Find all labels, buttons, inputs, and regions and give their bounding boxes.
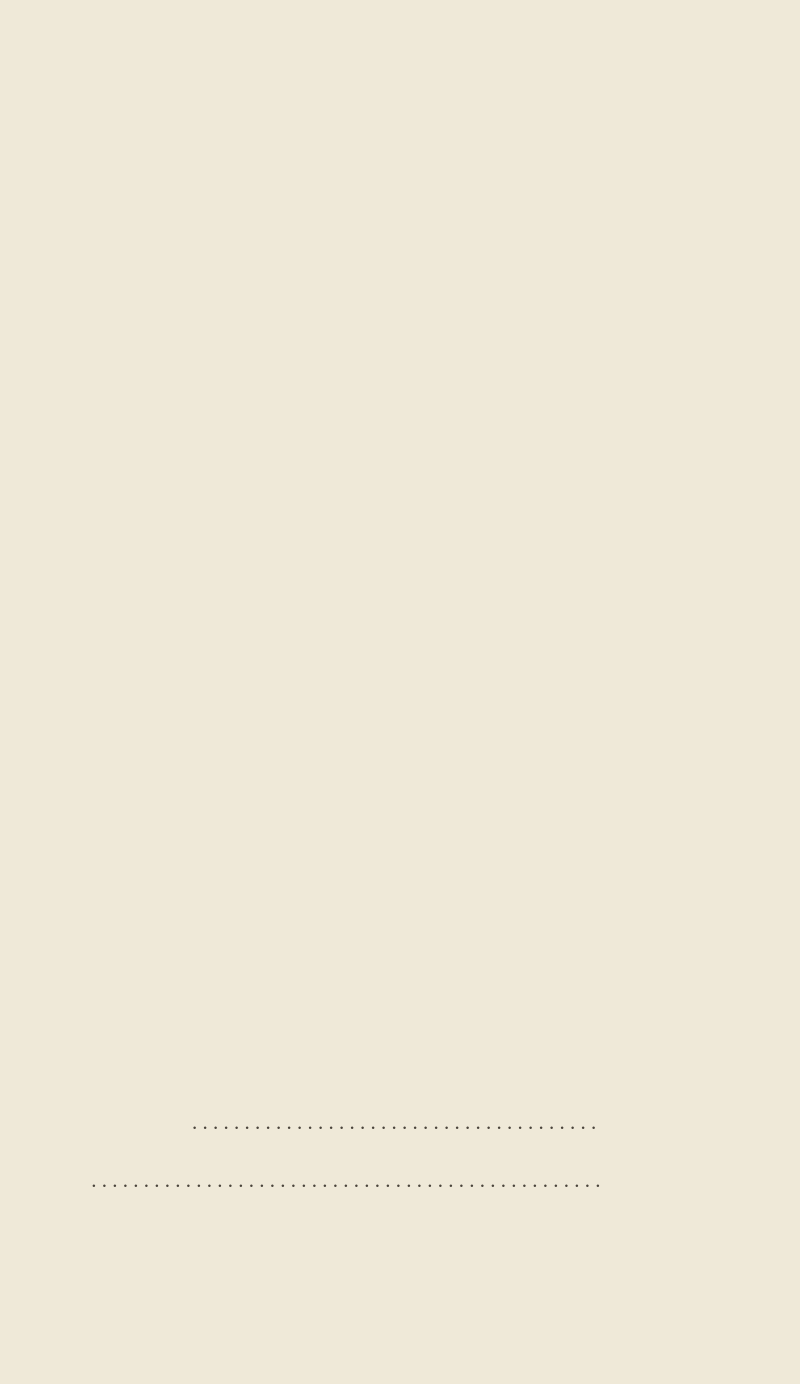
chapter-3-entry xyxy=(80,1168,720,1193)
chapter-2-entry xyxy=(186,1110,720,1135)
leader-dots xyxy=(192,1110,602,1135)
leader-dots xyxy=(91,1168,602,1193)
